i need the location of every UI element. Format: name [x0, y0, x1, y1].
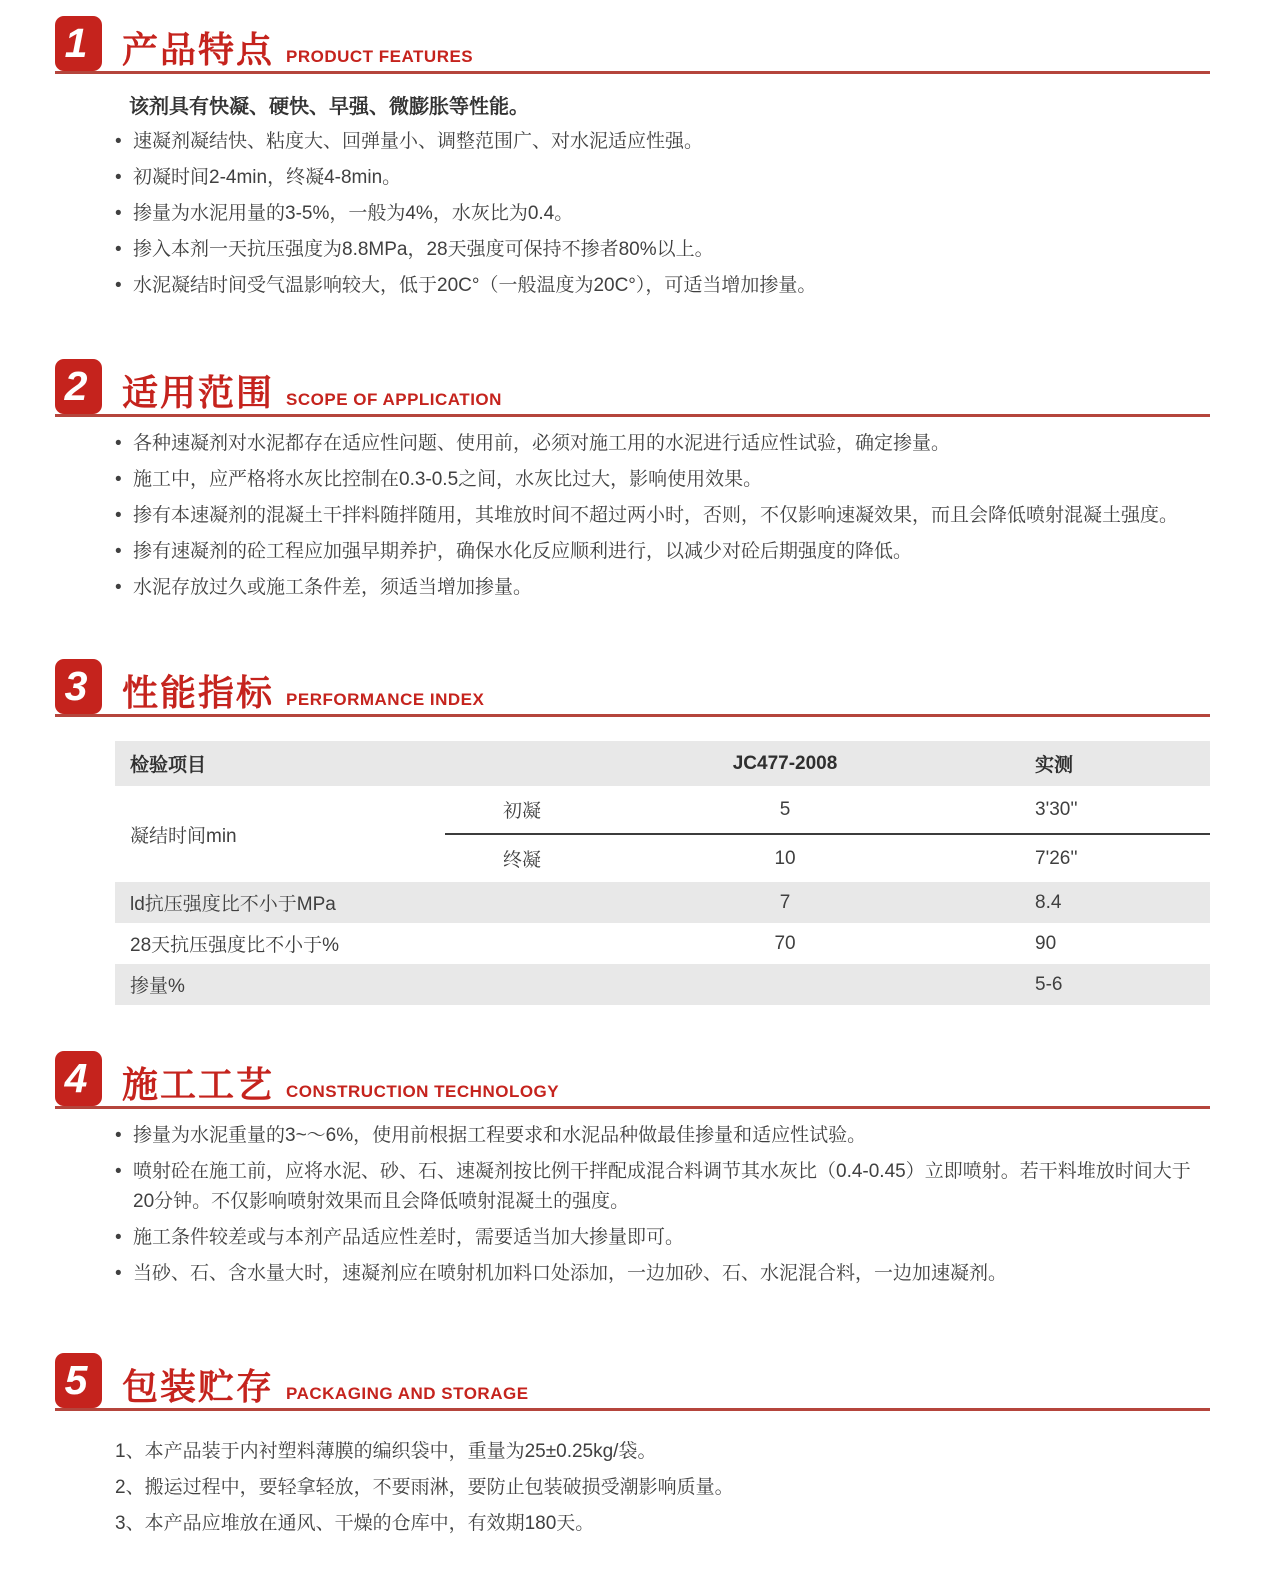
section-header	[55, 659, 1210, 717]
section-packaging-storage	[55, 1353, 1210, 1539]
table-row-1d-strength	[115, 882, 1210, 923]
bullet-item: • 施工条件较差或与本剂产品适应性差时，需要适当加大掺量即可。	[115, 1223, 1210, 1253]
cell-row-label: ld抗压强度比不小于MPa	[115, 882, 640, 923]
section-title-cn: 性能指标	[122, 672, 275, 713]
numbered-item: 1、本产品装于内衬塑料薄膜的编织袋中，重量为25±0.25kg/袋。	[115, 1441, 657, 1462]
bullet-item: • 掺入本剂一天抗压强度为8.8MPa，28天强度可保持不掺者80%以上。	[115, 235, 1210, 265]
section-gap	[55, 609, 1210, 659]
cell-row-label: 28天抗压强度比不小于%	[130, 935, 340, 956]
col-header-measured: 实测	[930, 741, 1210, 786]
section-number-badge: 2	[55, 359, 102, 414]
cell-final-standard: 10	[774, 847, 796, 869]
bullet-item: • 初凝时间2-4min，终凝4-8min。	[115, 163, 1210, 193]
section-header	[55, 359, 1210, 417]
cell-row-label: 掺量%	[115, 964, 640, 1005]
cell-row-standard	[640, 964, 930, 1005]
section-header	[55, 1353, 1210, 1411]
section-body	[55, 74, 1210, 301]
cell-initial-name: 初凝	[445, 786, 640, 834]
bullet-item: • 掺有速凝剂的砼工程应加强早期养护，确保水化反应顺利进行，以减少对砼后期强度的降低。	[115, 537, 1210, 567]
table-row-setting-initial	[115, 786, 1210, 834]
bullet-item: • 水泥存放过久或施工条件差，须适当增加掺量。	[115, 573, 1210, 603]
col-header-standard: JC477-2008	[640, 741, 930, 786]
section-title-cn: 适用范围	[122, 372, 275, 413]
section-title-en: SCOPE OF APPLICATION	[286, 390, 502, 409]
bullet-item: • 掺有本速凝剂的混凝土干拌料随拌随用，其堆放时间不超过两小时，否则，不仅影响速凝效果，而且会降低喷射混凝土强度。	[115, 501, 1210, 531]
numbered-item: 2、搬运过程中，要轻拿轻放，不要雨淋，要防止包装破损受潮影响质量。	[115, 1477, 734, 1498]
section-title-cn: 施工工艺	[122, 1064, 275, 1105]
section-construction-technology	[55, 1051, 1210, 1289]
cell-row-measured: 90	[1035, 932, 1057, 954]
bullet-item: • 速凝剂凝结快、粘度大、回弹量小、调整范围广、对水泥适应性强。	[115, 127, 1210, 157]
bullet-list	[115, 127, 1210, 301]
numbered-item: 3、本产品应堆放在通风、干燥的仓库中，有效期180天。	[115, 1513, 595, 1534]
cell-initial-measured: 3'30''	[930, 786, 1210, 834]
section-number-badge: 3	[55, 659, 102, 714]
cell-final-name: 终凝	[503, 850, 542, 871]
section-body	[55, 1411, 1210, 1539]
cell-row-measured: 8.4	[930, 882, 1210, 923]
section-number-badge: 1	[55, 16, 102, 71]
section-number-badge: 4	[55, 1051, 102, 1106]
bullet-item: • 喷射砼在施工前，应将水泥、砂、石、速凝剂按比例干拌配成混合料调节其水灰比（0.4-0.45）立即喷射。若干料堆放时间大于20分钟。不仅影响喷射效果而且会降低喷射混凝土的强度。	[115, 1157, 1210, 1217]
performance-table-wrap	[55, 717, 1210, 1005]
bullet-item: • 水泥凝结时间受气温影响较大，低于20C°（一般温度为20C°），可适当增加掺量。	[115, 271, 1210, 301]
section-title-en: CONSTRUCTION TECHNOLOGY	[286, 1082, 560, 1101]
bullet-list	[115, 1121, 1210, 1289]
bullet-item: • 掺量为水泥用量的3-5%，一般为4%，水灰比为0.4。	[115, 199, 1210, 229]
bullet-item: • 各种速凝剂对水泥都存在适应性问题、使用前，必须对施工用的水泥进行适应性试验，确定掺量。	[115, 429, 1210, 459]
section-gap	[55, 1295, 1210, 1353]
section-title-cn: 包装贮存	[122, 1366, 275, 1407]
numbered-list	[115, 1437, 1210, 1539]
performance-table	[115, 741, 1210, 1005]
bullet-list	[115, 429, 1210, 603]
section-body	[55, 417, 1210, 603]
table-header-row	[115, 741, 1210, 786]
cell-row-measured: 5-6	[930, 964, 1210, 1005]
section-title-en: PACKAGING AND STORAGE	[286, 1384, 529, 1403]
bullet-item: • 当砂、石、含水量大时，速凝剂应在喷射机加料口处添加，一边加砂、石、水泥混合料，一边加速凝剂。	[115, 1259, 1210, 1289]
section-body	[55, 1109, 1210, 1289]
bullet-item: • 施工中，应严格将水灰比控制在0.3-0.5之间，水灰比过大，影响使用效果。	[115, 465, 1210, 495]
cell-setting-time-label: 凝结时间min	[130, 825, 237, 847]
section-performance-index	[55, 659, 1210, 1005]
section-number-badge: 5	[55, 1353, 102, 1408]
cell-final-measured: 7'26''	[1035, 847, 1078, 869]
section-title-cn: 产品特点	[122, 29, 275, 70]
section-gap	[55, 307, 1210, 359]
section-product-features	[55, 16, 1210, 301]
section-title-en: PRODUCT FEATURES	[286, 47, 474, 66]
cell-row-standard: 70	[774, 932, 796, 954]
section-title-en: PERFORMANCE INDEX	[286, 690, 485, 709]
section-scope-of-application	[55, 359, 1210, 603]
cell-row-standard: 7	[640, 882, 930, 923]
cell-initial-standard: 5	[640, 786, 930, 834]
col-header-project: 检验项目	[115, 741, 640, 786]
section-gap	[55, 1005, 1210, 1051]
bullet-item: • 掺量为水泥重量的3~～6%，使用前根据工程要求和水泥品种做最佳掺量和适应性试验。	[115, 1121, 1210, 1151]
table-row-dosage	[115, 964, 1210, 1005]
table-row-28d-strength	[115, 923, 1210, 964]
section-header	[55, 16, 1210, 74]
intro-line: 该剂具有快凝、硬快、早强、微膨胀等性能。	[129, 96, 529, 118]
section-header	[55, 1051, 1210, 1109]
